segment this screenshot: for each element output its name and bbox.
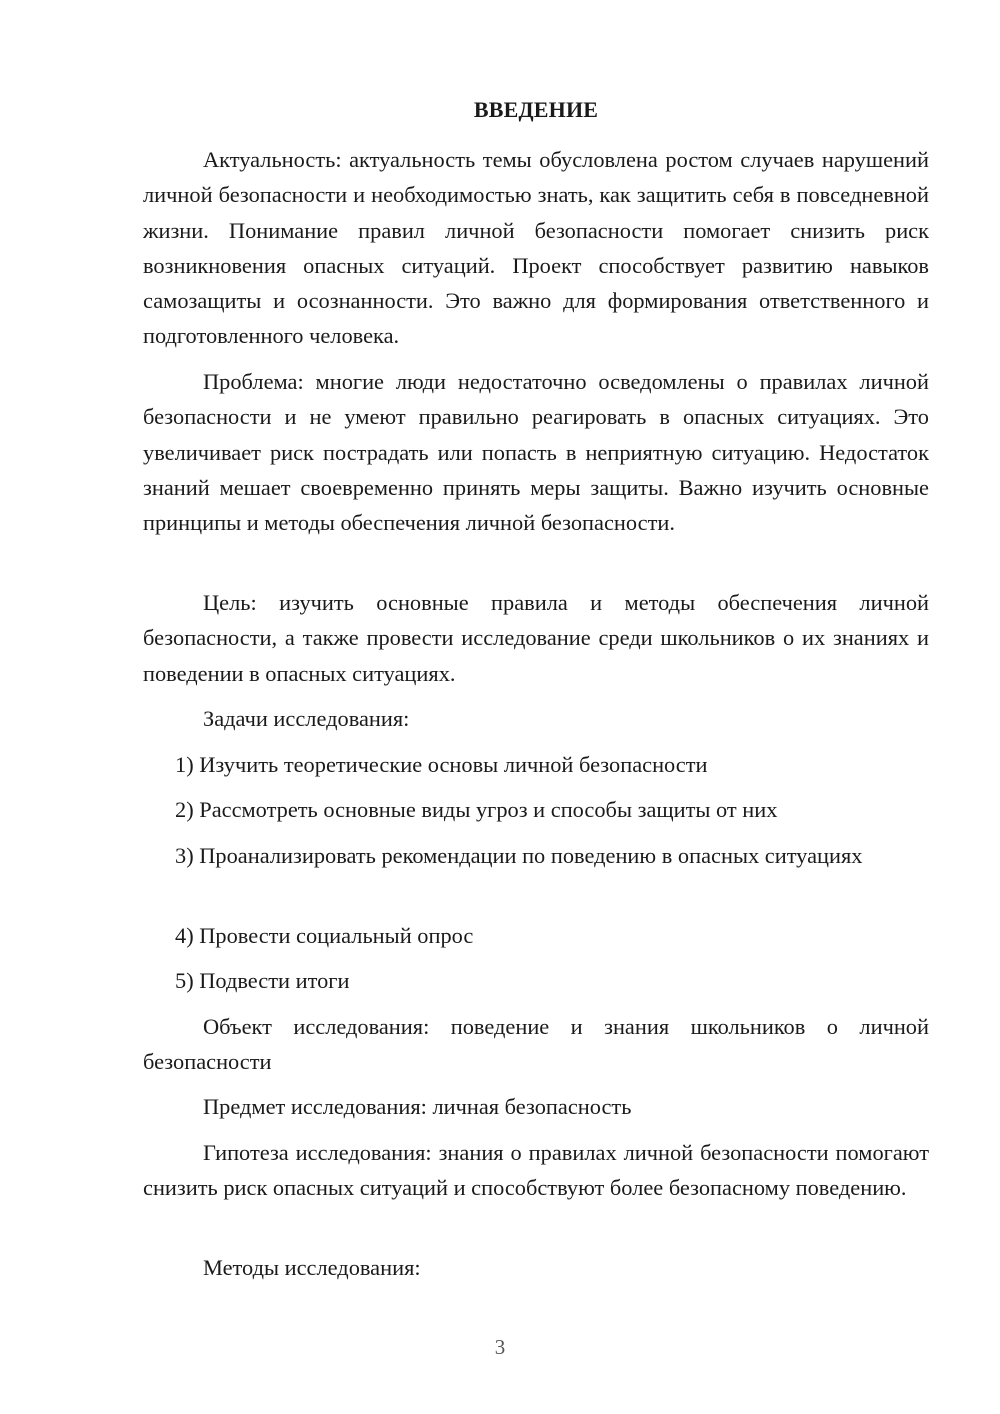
tasks-heading: Задачи исследования: xyxy=(203,706,410,731)
task-item-5: 5) Подвести итоги xyxy=(175,968,350,993)
section-title: ВВЕДЕНИЕ xyxy=(473,97,599,122)
task-item-4: 4) Провести социальный опрос xyxy=(175,923,474,948)
object-paragraph: Объект исследования: поведение и знания школьников о личной безопасности xyxy=(143,1014,929,1075)
problem-paragraph: Проблема: многие люди недостаточно осведомлены о правилах личной безопасности и не умеют правильно реагировать в опасных ситуациях. Это увеличивает риск пострадать или попасть в неприятную ситуацию. Недостаток знаний мешает своевременно принять меры защиты. Важно изучить основные принципы и методы обеспечения личной безопасности. xyxy=(143,369,929,536)
page-number: 3 xyxy=(494,1335,506,1359)
subject-paragraph: Предмет исследования: личная безопасность xyxy=(203,1094,632,1119)
methods-heading: Методы исследования: xyxy=(203,1255,421,1280)
task-item-2: 2) Рассмотреть основные виды угроз и способы защиты от них xyxy=(175,797,778,822)
goal-paragraph: Цель: изучить основные правила и методы обеспечения личной безопасности, а также провести исследование среди школьников о их знаниях и поведении в опасных ситуациях. xyxy=(143,590,929,686)
task-item-3: 3) Проанализировать рекомендации по поведению в опасных ситуациях xyxy=(175,843,863,868)
hypothesis-paragraph: Гипотеза исследования: знания о правилах личной безопасности помогают снизить риск опасных ситуаций и способствуют более безопасному поведению. xyxy=(143,1140,929,1201)
task-item-1: 1) Изучить теоретические основы личной безопасности xyxy=(175,752,708,777)
relevance-paragraph: Актуальность: актуальность темы обусловлена ростом случаев нарушений личной безопасности и необходимостью знать, как защитить себя в повседневной жизни. Понимание правил личной безопасности помогает снизить риск возникновения опасных ситуаций. Проект способствует развитию навыков самозащиты и осознанности. Это важно для формирования ответственного и подготовленного человека. xyxy=(143,147,929,349)
